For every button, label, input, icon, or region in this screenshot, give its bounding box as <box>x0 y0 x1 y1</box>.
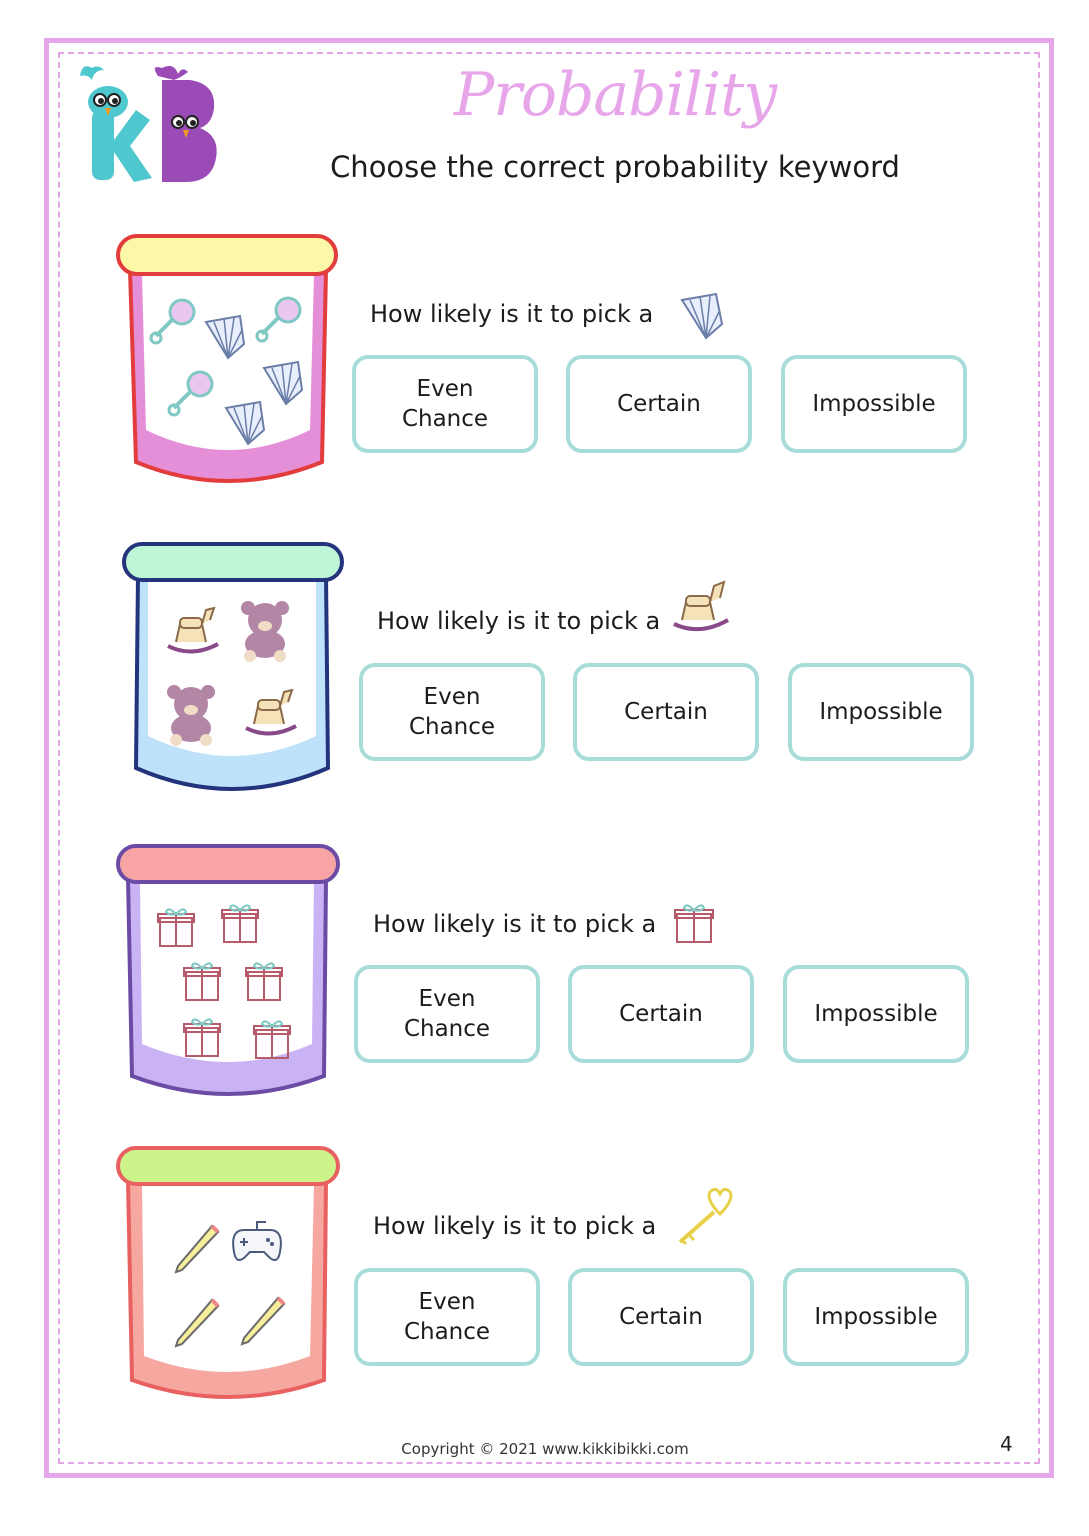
option-even-chance[interactable]: Even Chance <box>354 1268 540 1366</box>
option-certain[interactable]: Certain <box>566 355 752 453</box>
question-section-4 <box>0 1144 1089 1414</box>
fan-icon <box>680 292 726 340</box>
option-even-chance[interactable]: Even Chance <box>359 663 545 761</box>
jar-3 <box>114 840 344 1102</box>
page-title: Probability <box>453 60 777 130</box>
question-prompt: How likely is it to pick a <box>373 1212 657 1240</box>
rocking-horse-icon <box>672 576 730 634</box>
jar-1 <box>112 230 344 492</box>
question-prompt: How likely is it to pick a <box>377 607 661 635</box>
jar-2 <box>120 540 346 802</box>
option-impossible[interactable]: Impossible <box>788 663 974 761</box>
jar-4 <box>114 1144 344 1406</box>
page-number: 4 <box>1000 1432 1013 1456</box>
question-section-1 <box>0 230 1089 500</box>
question-prompt: How likely is it to pick a <box>373 910 657 938</box>
option-even-chance[interactable]: Even Chance <box>354 965 540 1063</box>
question-section-3 <box>0 840 1089 1110</box>
kb-logo <box>70 62 220 192</box>
question-prompt: How likely is it to pick a <box>370 300 654 328</box>
key-icon <box>674 1188 734 1246</box>
copyright-footer: Copyright © 2021 www.kikkibikki.com <box>401 1440 689 1458</box>
option-impossible[interactable]: Impossible <box>783 1268 969 1366</box>
option-even-chance[interactable]: Even Chance <box>352 355 538 453</box>
question-section-2 <box>0 540 1089 810</box>
option-certain[interactable]: Certain <box>568 1268 754 1366</box>
option-certain[interactable]: Certain <box>568 965 754 1063</box>
option-impossible[interactable]: Impossible <box>783 965 969 1063</box>
option-impossible[interactable]: Impossible <box>781 355 967 453</box>
option-certain[interactable]: Certain <box>573 663 759 761</box>
gift-icon <box>674 902 714 944</box>
page-subtitle: Choose the correct probability keyword <box>330 150 900 184</box>
